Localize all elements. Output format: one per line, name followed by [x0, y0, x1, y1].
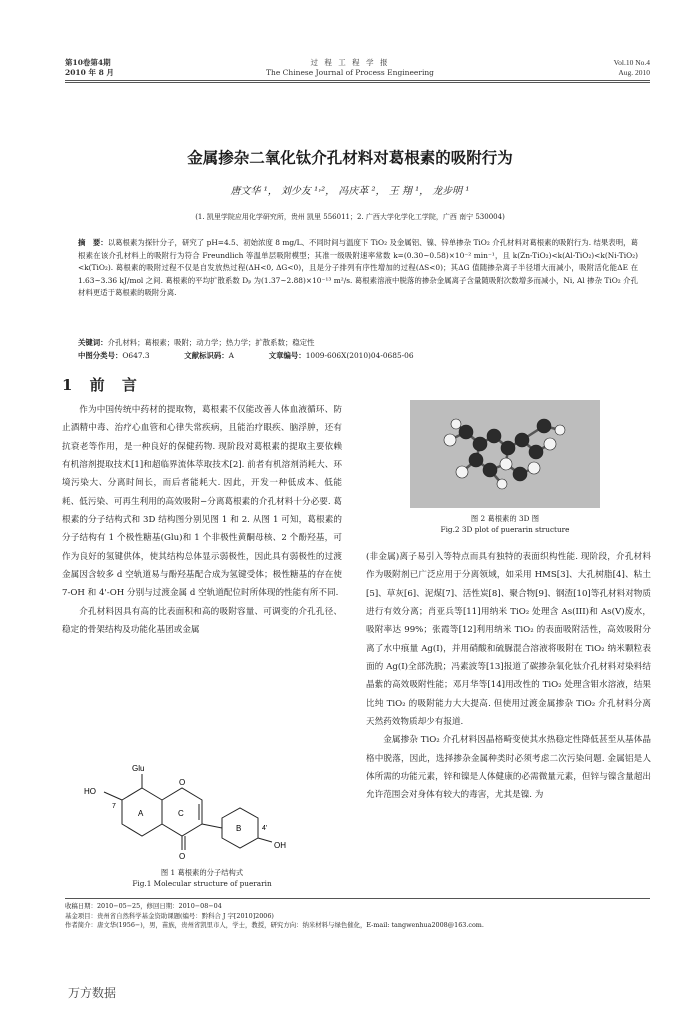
keywords	[78, 337, 638, 349]
puerarin-structure-drawing	[72, 760, 342, 860]
classification	[78, 350, 638, 362]
abstract-text: 以葛根素为探针分子，研究了 pH=4.5、初始浓度 8 mg/L、不同时间与温度下 TiO₂ 及金属铝、镍、锌单掺杂 TiO₂ 介孔材料对葛根素的吸附行为. 结果表明，葛根素在该介孔材料上的吸附行为符合 Freundlich 等温单层吸附模型；其准一级吸附速率常数 k=(0.30~0.58)×10⁻² min⁻¹，且 k(Zn-TiO₂)<k(Al-TiO₂)<k(Ni-TiO₂)<k(TiO₂). 葛根素的吸附过程不仅是自发放热过程(ΔH<0, ΔG<0)，且是分子排列有序性增加的过程(ΔS<0)；其ΔG 值随掺杂离子半径增大而减小，吸附活化能ΔE 在 1.63~3.36 kJ/mol 之间. 葛根素的平均扩散系数 Dₚ 为(1.37~2.88)×10⁻¹³ m²/s. 葛根素溶液中脱落的掺杂金属离子含量随吸附次数增多而减小，Ni, Al 掺杂 TiO₂ 介孔材料更适于葛根素的吸附分离.	[78, 238, 638, 298]
journal-name	[200, 58, 500, 78]
affiliation: (1. 凯里学院应用化学研究所，贵州 凯里 556011；2. 广西大学化学化工学院，广西 南宁 530004)	[195, 213, 505, 221]
abstract-label: 摘 要：	[78, 238, 108, 247]
atom	[555, 425, 565, 435]
position-4prime-label: 4'	[262, 825, 268, 832]
header-rule-top	[65, 80, 650, 81]
atom	[529, 445, 543, 459]
author-bio: 作者简介：唐文华(1956−)，男，苗族，贵州省凯里市人，学士，教授，研究方向：纳米材料与绿色催化，E-mail: tangwenhua2008@163.com.	[65, 921, 484, 929]
fund-info: 基金项目：贵州省自然科学基金资助课题(编号：黔科合 J 字[2010]2006)	[65, 911, 274, 920]
clc-label: 中图分类号：	[78, 351, 123, 360]
figure-1-structure	[72, 760, 342, 860]
atom	[451, 419, 461, 429]
doc-code-value: A	[228, 351, 234, 360]
wanfang-watermark: 万方数据	[68, 986, 117, 1000]
oh-label: OH	[274, 841, 286, 850]
atom	[513, 467, 527, 481]
left-column	[62, 401, 342, 639]
section-heading: 1 前 言	[62, 376, 143, 394]
atom	[456, 466, 468, 478]
figure-2-caption-cn: 图 2 葛根素的 3D 图	[470, 514, 540, 523]
keywords-label: 关键词：	[78, 338, 108, 347]
footnotes	[65, 902, 655, 931]
ring-b-label: B	[236, 824, 242, 833]
ring-oxygen-label: O	[179, 778, 186, 787]
journal-volume	[550, 58, 650, 78]
ring-c-label: C	[178, 809, 184, 818]
issue-date: 2010 年 8 月	[65, 68, 114, 77]
intro-paragraph-2: 介孔材料因具有高的比表面积和高的吸附容量、可调变的介孔孔径、稳定的骨架结构及功能化基团或金属	[62, 606, 342, 636]
ho-label: HO	[84, 787, 96, 796]
figure-1-caption-en: Fig.1 Molecular structure of puerarin	[132, 878, 272, 888]
intro-paragraph-1: 作为中国传统中药材的提取物，葛根素不仅能改善人体血液循环、防止酒精中毒、治疗心血管和心律失常疾病，且能治疗眼疾、脑浮肿，还有抗衰老等作用，是一种良好的保健药物. 现阶段对葛根素的提取主要依赖有机溶剂提取技术[1]和超临界流体萃取技术[2]. 前者有机溶剂消耗大、环境污染大、分离时间长，而后者能耗大. 因此，开发一种低成本、低能耗、低污染、可再生利用的高效吸附−分离葛根素的介孔材料十分必要. 葛根素的分子结构式和 3D 结构图分别见图 1 和 2. 从图 1 可知，葛根素的分子结构有 1 个极性糖基(Glu)和 1 个非极性黄酮母核、2 个酚羟基，可作为良好的氢键供体，使其结构总体显示弱极性，因此具有弱极性的过渡金属因含较多 d 空轨道易与酚羟基配合成为氢键受体；极性糖基的存在使 7-OH 和 4'-OH 分别与过渡金属 d 空轨道配位时所体现的性能有所不同.	[62, 405, 342, 599]
figure-2-3d-plot	[410, 400, 600, 508]
received-date: 收稿日期：2010−05−25，修回日期：2010−08−04	[65, 902, 222, 910]
keywords-text: 介孔材料；葛根素；吸附；动力学；热力学；扩散系数；稳定性	[107, 338, 315, 347]
volume-number: Vol.10 No.4	[613, 58, 650, 67]
atom	[473, 437, 487, 451]
glu-label: Glu	[132, 764, 145, 773]
atom	[444, 434, 456, 446]
figure-2-caption-en: Fig.2 3D plot of puerarin structure	[440, 524, 570, 534]
atom	[500, 458, 512, 470]
figure-1-caption-cn: 图 1 葛根素的分子结构式	[160, 868, 244, 877]
atom	[528, 462, 540, 474]
author-list: 唐文华 ¹， 刘少友 ¹˒²， 冯庆革 ²， 王 翔 ¹， 龙步明 ¹	[230, 186, 470, 197]
header-rule-bottom	[65, 82, 650, 83]
puerarin-3d-model	[410, 400, 600, 508]
paper-title: 金属掺杂二氧化钛介孔材料对葛根素的吸附行为	[187, 148, 513, 167]
article-number-label: 文章编号：	[268, 351, 306, 360]
journal-name-en: The Chinese Journal of Process Engineering	[266, 68, 434, 77]
doc-code-label: 文献标识码：	[184, 351, 229, 360]
intro-paragraph-3: (非金属)离子易引入等特点而具有独特的表面织构性能. 现阶段，介孔材料作为吸附剂已广泛应用于分离领域，如采用 HMS[3]、大孔树脂[4]、粘土[5]、草灰[6]、泥煤[7]、活性炭[8]、聚合物[9]、钢渣[10]等孔材料对物质进行有效分离；肖亚兵等[11]用纳米 TiO₂ 处理含 As(III)和 As(V)废水，吸附率达 99%；张霞等[12]利用纳米 TiO₂ 的表面吸附活性，高效吸附分离了水中痕量 Ag(I)，并用硝酸和硫脲混合溶液将吸附在 TiO₂ 纳米颗粒表面的 Ag(I)全部洗脱；冯素波等[13]报道了碳掺杂氧化钛介孔材料对染料结晶紫的高效吸附性能；邓月华等[14]用改性的 TiO₂ 处理含钼水溶液，结果比纯 TiO₂ 的吸附能力大大提高. 但使用过渡金属掺杂 TiO₂ 介孔材料分离天然药效物质却少有报道.	[366, 552, 651, 728]
atom	[544, 438, 556, 450]
clc-value: O647.3	[122, 351, 150, 360]
figure-2-caption	[360, 514, 650, 535]
figure-1-caption	[62, 868, 342, 889]
abstract	[78, 237, 638, 300]
atom	[469, 453, 483, 467]
position-7-label: 7	[112, 803, 116, 810]
atom	[497, 479, 507, 489]
atom	[515, 433, 529, 447]
footnote-rule	[65, 898, 650, 899]
atom	[459, 425, 473, 439]
right-column	[366, 548, 651, 805]
article-number-value: 1009-606X(2010)04-0685-06	[305, 351, 414, 360]
atom	[537, 419, 551, 433]
atom	[487, 429, 501, 443]
intro-paragraph-4: 金属掺杂 TiO₂ 介孔材料因晶格畸变使其水热稳定性降低甚至从基体晶格中脱落，因此，选择掺杂金属种类时必须考虑二次污染问题. 金属铝是人体所需的功能元素，锌和镍是人体健康的必需微量元素，但锌与镍含量超出允许范围会对身体有较大的毒害，尤其是镍. 为	[366, 735, 651, 801]
journal-issue	[65, 58, 114, 78]
atom	[483, 463, 497, 477]
carbonyl-oxygen-label: O	[179, 852, 186, 860]
journal-name-cn: 过 程 工 程 学 报	[310, 58, 390, 67]
issue-volume: 第10卷第4期	[65, 58, 111, 67]
volume-date: Aug. 2010	[618, 68, 650, 77]
ring-a-label: A	[138, 809, 144, 818]
atom	[501, 441, 515, 455]
